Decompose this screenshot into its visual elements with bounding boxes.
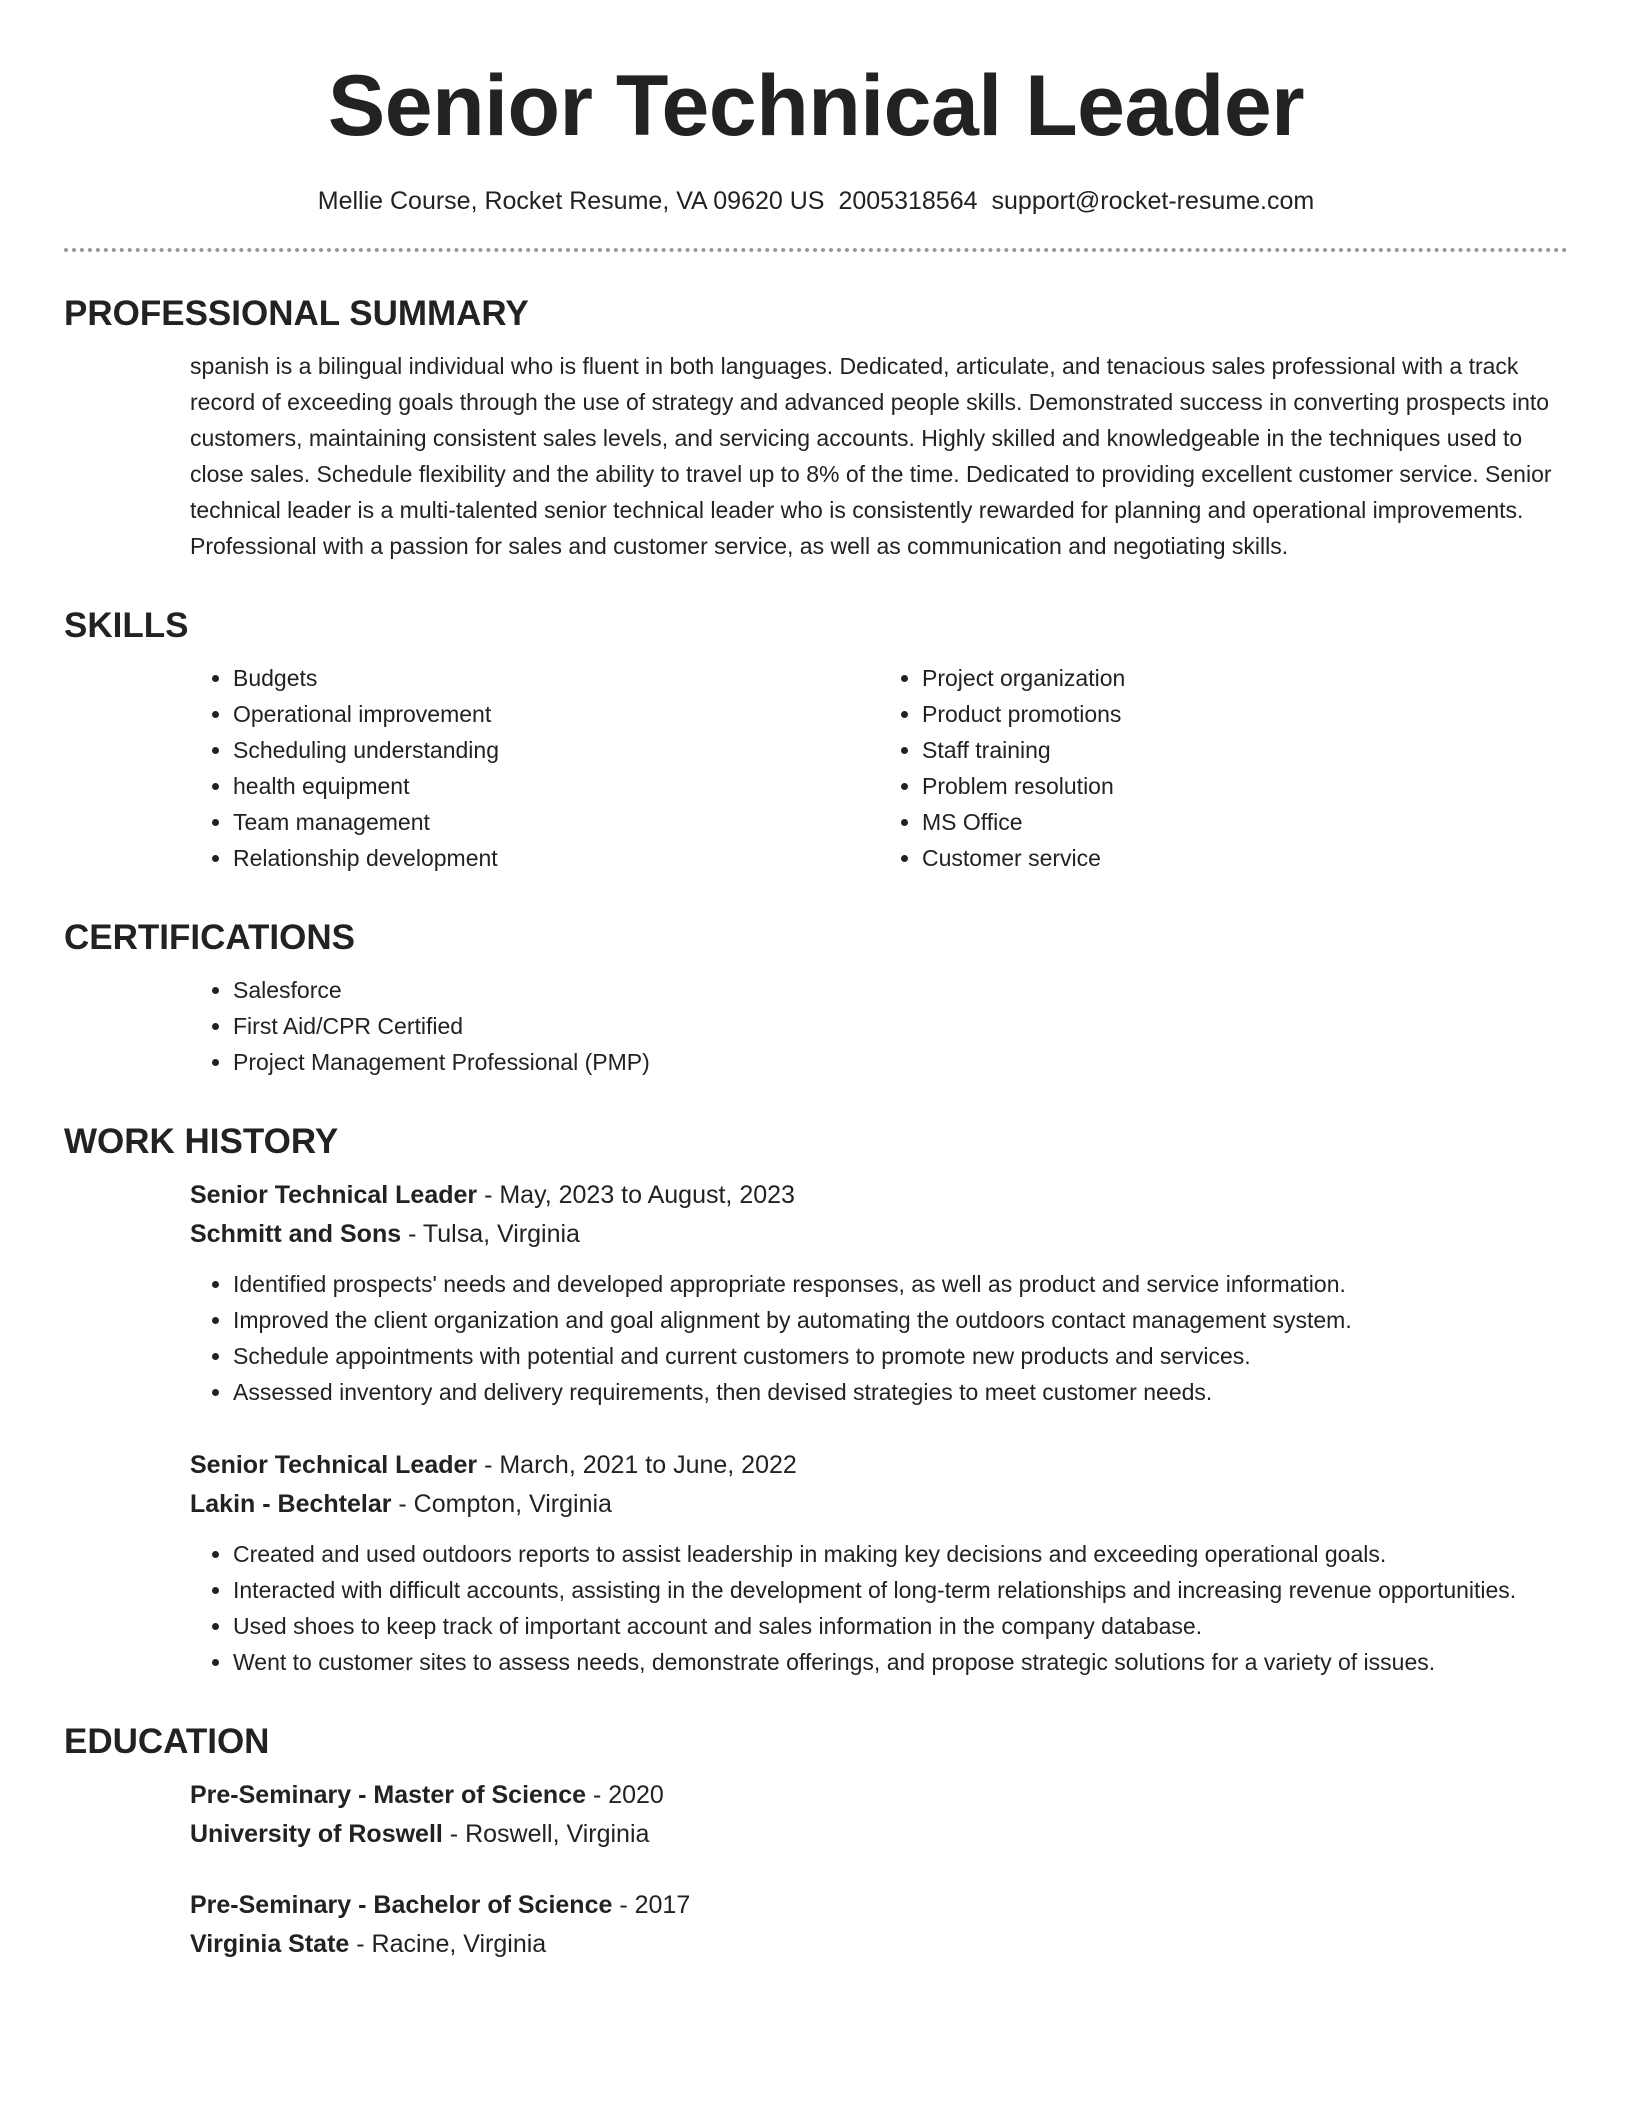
skill-item: • Scheduling understanding	[233, 732, 879, 768]
job-duty: • Improved the client organization and goal alignment by automating the outdoors contact management system.	[233, 1302, 1568, 1338]
header-divider	[64, 248, 1568, 252]
school-line	[190, 1815, 1568, 1854]
degree-line	[190, 1776, 1568, 1815]
skills-column-right	[879, 660, 1568, 876]
job-company-line	[190, 1485, 1568, 1524]
education-body	[190, 1776, 1568, 1964]
certifications-body	[190, 972, 1568, 1080]
resume-header	[64, 0, 1568, 218]
contact-email: support@rocket-resume.com	[991, 187, 1315, 215]
skill-item: • MS Office	[922, 804, 1568, 840]
job-duty: • Interacted with difficult accounts, assisting in the development of long-term relationships and increasing revenue opportunities.	[233, 1572, 1568, 1608]
degree-name: Pre-Seminary - Bachelor of Science	[190, 1891, 613, 1919]
job-company: Schmitt and Sons	[190, 1220, 402, 1248]
job-duty: • Schedule appointments with potential and current customers to promote new products and services.	[233, 1338, 1568, 1374]
skill-item: • Staff training	[922, 732, 1568, 768]
skills-column-left	[190, 660, 879, 876]
job-dates: - May, 2023 to August, 2023	[477, 1181, 795, 1209]
job-title-line	[190, 1176, 1568, 1215]
job-entry	[190, 1446, 1568, 1680]
job-dates: - March, 2021 to June, 2022	[477, 1451, 797, 1479]
contact-phone: 2005318564	[838, 187, 978, 215]
summary-section	[64, 292, 1568, 564]
certifications-heading: CERTIFICATIONS	[64, 918, 356, 957]
skill-item: • Team management	[233, 804, 879, 840]
summary-heading: PROFESSIONAL SUMMARY	[64, 294, 529, 333]
job-title-line	[190, 1446, 1568, 1485]
job-role: Senior Technical Leader	[190, 1451, 478, 1479]
job-duty: • Went to customer sites to assess needs, demonstrate offerings, and propose strategic solutions for a variety of issues.	[233, 1644, 1568, 1680]
job-duty: • Identified prospects' needs and developed appropriate responses, as well as product and service information.	[233, 1266, 1568, 1302]
job-duties-list	[190, 1536, 1568, 1680]
skill-item: • Project organization	[922, 660, 1568, 696]
skills-grid	[190, 660, 1568, 876]
education-section	[64, 1720, 1568, 1964]
contact-address: Mellie Course, Rocket Resume, VA 09620 US	[317, 187, 825, 215]
school-location: - Racine, Virginia	[349, 1930, 547, 1958]
degree-year: - 2020	[586, 1781, 664, 1809]
school-name: University of Roswell	[190, 1820, 443, 1848]
skill-item: • Operational improvement	[233, 696, 879, 732]
job-company: Lakin - Bechtelar	[190, 1490, 392, 1518]
job-company-line	[190, 1215, 1568, 1254]
summary-body	[190, 348, 1568, 564]
school-location: - Roswell, Virginia	[442, 1820, 650, 1848]
school-line	[190, 1925, 1568, 1964]
skill-item: • Product promotions	[922, 696, 1568, 732]
certification-item: • First Aid/CPR Certified	[233, 1008, 1568, 1044]
degree-line	[190, 1886, 1568, 1925]
work-history-section	[64, 1120, 1568, 1680]
job-location: - Compton, Virginia	[391, 1490, 612, 1518]
job-entry	[190, 1176, 1568, 1410]
work-history-body	[190, 1176, 1568, 1680]
skill-item: • Relationship development	[233, 840, 879, 876]
certification-item: • Project Management Professional (PMP)	[233, 1044, 1568, 1080]
job-role: Senior Technical Leader	[190, 1181, 478, 1209]
certification-item: • Salesforce	[233, 972, 1568, 1008]
job-duty: • Used shoes to keep track of important account and sales information in the company database.	[233, 1608, 1568, 1644]
skill-item: • Customer service	[922, 840, 1568, 876]
skills-heading: SKILLS	[64, 606, 189, 645]
skill-item: • health equipment	[233, 768, 879, 804]
resume-name: Senior Technical Leader	[327, 58, 1305, 154]
degree-name: Pre-Seminary - Master of Science	[190, 1781, 586, 1809]
education-entry	[190, 1886, 1568, 1964]
job-duty: • Assessed inventory and delivery requirements, then devised strategies to meet customer needs.	[233, 1374, 1568, 1410]
certifications-list	[190, 972, 1568, 1080]
work-history-heading: WORK HISTORY	[64, 1122, 339, 1161]
school-name: Virginia State	[190, 1930, 350, 1958]
job-location: - Tulsa, Virginia	[401, 1220, 580, 1248]
skill-item: • Problem resolution	[922, 768, 1568, 804]
job-duty: • Created and used outdoors reports to assist leadership in making key decisions and exceeding operational goals.	[233, 1536, 1568, 1572]
contact-line	[64, 184, 1568, 218]
education-entry	[190, 1776, 1568, 1854]
education-heading: EDUCATION	[64, 1722, 270, 1761]
skill-item: • Budgets	[233, 660, 879, 696]
job-duties-list	[190, 1266, 1568, 1410]
summary-text: spanish is a bilingual individual who is fluent in both languages. Dedicated, articulate, and tenacious sales professional with a track record of exceeding goals through the use of strategy and advanced people skills. Demonstrated success in converting prospects into customers, maintaining consistent sales levels, and servicing accounts. Highly skilled and knowledgeable in the techniques used to close sales. Schedule flexibility and the ability to travel up to 8% of the time. Dedicated to providing excellent customer service. Senior technical leader is a multi-talented senior technical leader who is consistently rewarded for planning and operational improvements. Professional with a passion for sales and customer service, as well as communication and negotiating skills.	[190, 353, 1552, 559]
degree-year: - 2017	[612, 1891, 691, 1919]
certifications-section	[64, 916, 1568, 1080]
skills-section	[64, 604, 1568, 876]
